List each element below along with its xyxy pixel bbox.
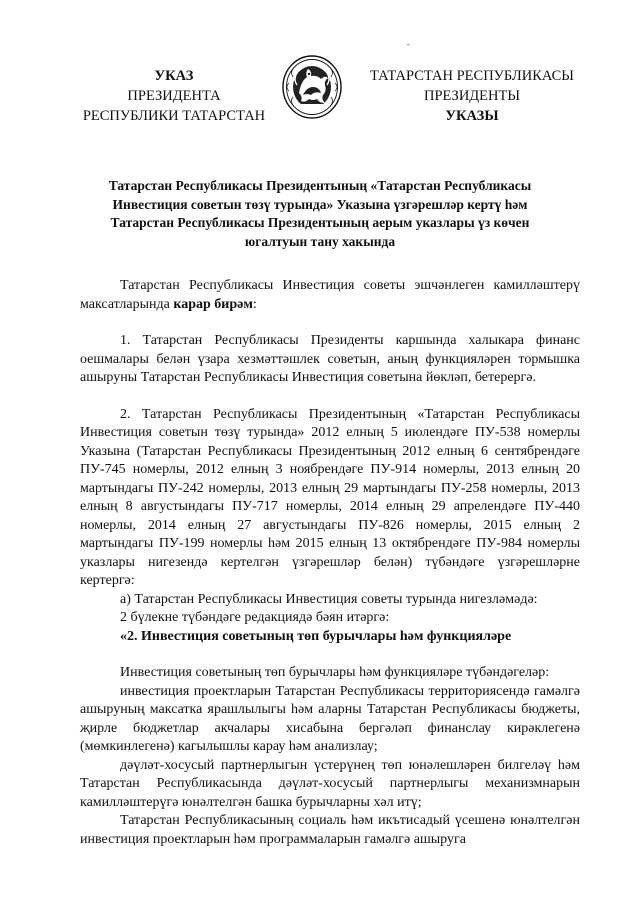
task-2-paragraph: дәүләт-хосусый партнерлыгын үстерүнең төп юнәлешләрен билгеләү һәм Татарстан Республикасында дәүләт-хосусый партнерлыгы механизмнарын камилләштерүгә юнәлтелгән башка бурычларны хәл итү; (80, 757, 580, 810)
title-line: Татарстан Республикасы Президентының «Татарстан Республикасы (108, 178, 532, 193)
header-left-line: ПРЕЗИДЕНТА (127, 88, 221, 104)
header-right-tatar (362, 66, 582, 126)
intro-end: : (252, 296, 257, 312)
item-2b-paragraph: 2 бүлекне түбәндәге редакциядә бәян итәргә: (120, 610, 390, 625)
header-right-line: ТАТАРСТАН РЕСПУБЛИКАСЫ (370, 68, 574, 84)
coat-of-arms-emblem (281, 53, 343, 121)
decree-title (80, 177, 560, 251)
header-right-line: УКАЗЫ (445, 108, 499, 124)
tasks-intro-paragraph: Инвестиция советының төп бурычлары һәм функцияләре түбәндәгеләр: (120, 665, 550, 680)
header-right-line: ПРЕЗИДЕНТЫ (423, 88, 521, 104)
scan-speck (407, 44, 410, 45)
decree-body (80, 277, 580, 849)
header-left-line: РЕСПУБЛИКИ ТАТАРСТАН (82, 108, 266, 124)
section-heading: «2. Инвестиция советының төп бурычлары һәм функцияләре (120, 628, 512, 644)
intro-decision: карар бирәм (173, 296, 253, 312)
item-2-paragraph: 2. Татарстан Республикасы Президентының «Татарстан Республикасы Инвестиция советын төзү турында» 2012 елның 5 июлендәге ПУ-538 номерлы Указына (Татарстан Республикасы Президентының 2012 елның 6 сентябрендәге ПУ-745 номерлы, 2012 елның 3 ноябрендәге ПУ-914 номерлы, 2013 елның 20 мартындагы ПУ-242 номерлы, 2013 елның 29 мартындагы ПУ-258 номерлы, 2013 елның 8 августындагы ПУ-717 номерлы, 2014 елның 29 апрелендәге ПУ-440 номерлы, 2014 елның 27 августындагы ПУ-826 номерлы, 2015 елның 2 мартындагы ПУ-199 номерлы һәм 2015 елның 13 октябрендәге ПУ-984 номерлы указлары нигезендә кертелгән үзгәрешләр белән) түбәндәге үзгәрешләрне кертергә: (80, 406, 580, 588)
intro-paragraph (80, 277, 580, 314)
header-left-line: УКАЗ (154, 68, 194, 84)
title-line: Татарстан Республикасы Президентының аерым указлары үз көчен (110, 215, 530, 231)
document-header (0, 66, 640, 126)
header-left-russian (74, 66, 274, 126)
intro-text: Татарстан Республикасы Инвестиция советы эшчәнлеген камилләштерү максатларында (80, 278, 580, 312)
task-1-paragraph: инвестиция проектларын Татарстан Республикасы территориясендә гамәлгә ашыруның максатка ярашлылыгы һәм аларны Татарстан Республикасы бюджеты, җирле бюджетлар акчалары хисабына бергәләп финанслау кирәклегенә (мөмкинлегенә) кагылышлы карау һәм анализлау; (80, 683, 580, 754)
task-3-paragraph: Татарстан Республикасының социаль һәм икътисадый үсешенә юнәлтелгән инвестиция проектларын һәм программаларын гамәлгә ашыруга (80, 813, 580, 847)
title-line: Инвестиция советын төзү турында» Указына үзгәрешләр кертү һәм (112, 196, 528, 212)
item-2a-paragraph: а) Татарстан Республикасы Инвестиция советы турында нигезләмәдә: (120, 591, 538, 607)
item-1-paragraph: 1. Татарстан Республикасы Президенты каршында халыкара финанс оешмалары белән үзара хезмәттәшлек советын, аның функцияләрен тормышка ашыруны Татарстан Республикасы Инвестиция советына йөкләп, бетерергә. (80, 333, 580, 385)
title-line: югалтуын тану хакында (244, 233, 396, 249)
